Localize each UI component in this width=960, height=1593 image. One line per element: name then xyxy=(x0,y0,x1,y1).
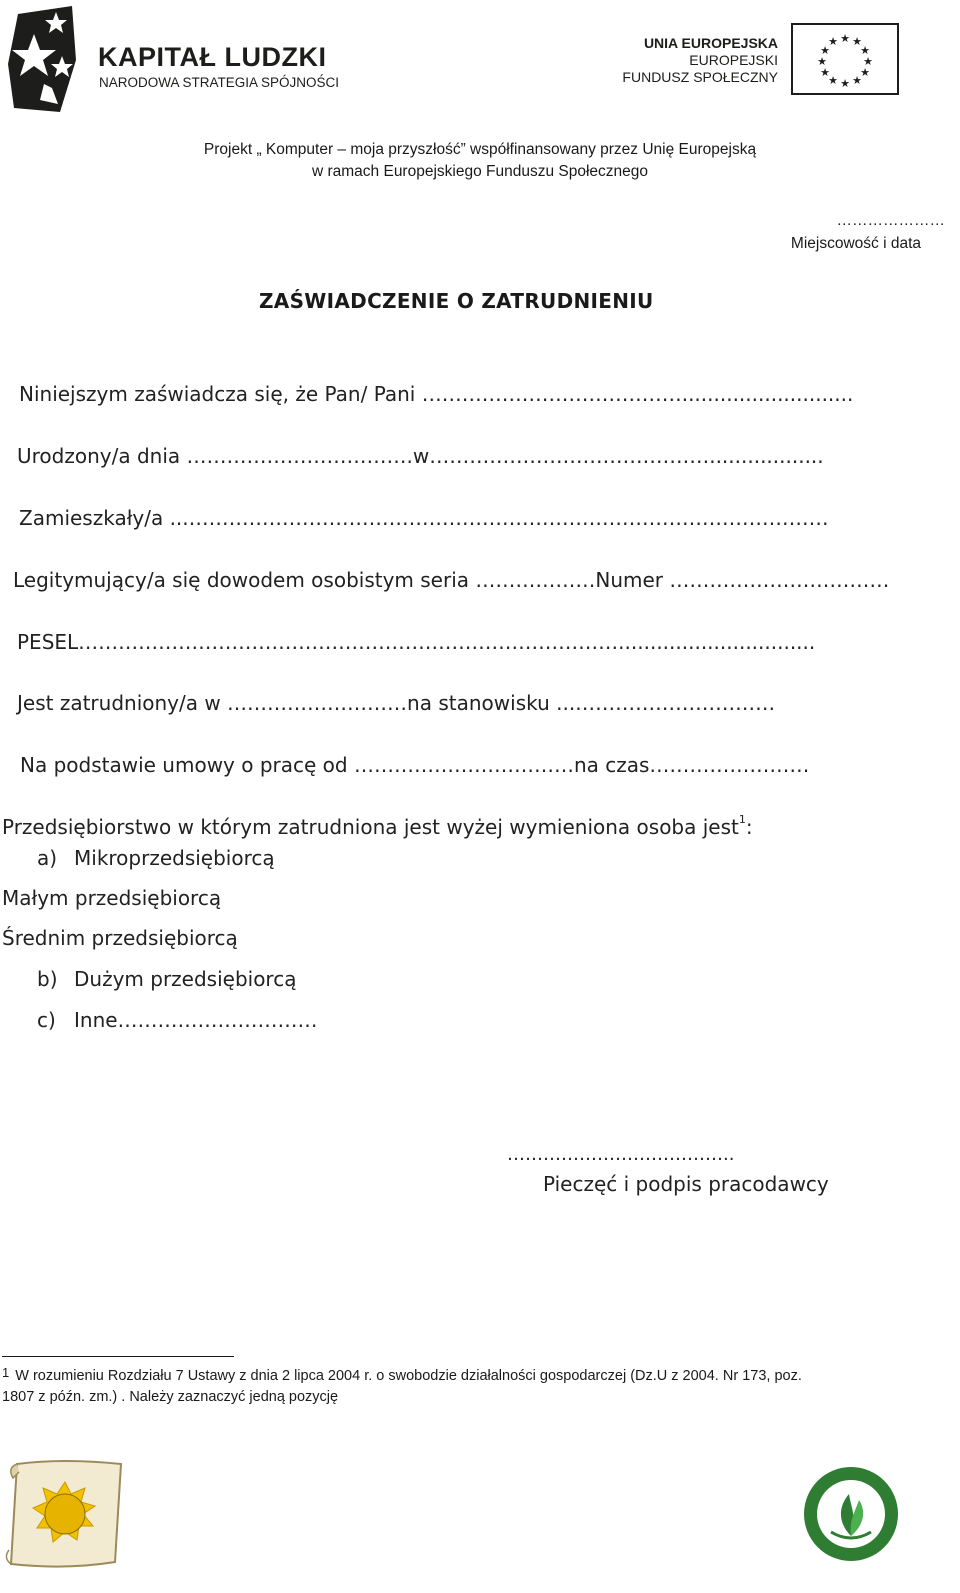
project-description xyxy=(0,139,960,183)
option-c-text: Inne………………………… xyxy=(74,1008,318,1032)
eu-stars-icon xyxy=(793,25,897,93)
kapital-ludzki-star-icon xyxy=(4,4,94,114)
logo-left-title: KAPITAŁ LUDZKI xyxy=(98,42,327,72)
field-birth: Urodzony/a dnia …………………………….w…………………………………….................. xyxy=(17,444,824,468)
svg-text:★: ★ xyxy=(817,55,827,68)
svg-text:★: ★ xyxy=(860,66,870,79)
eu-logo-line1: UNIA EUROPEJSKA xyxy=(643,35,778,51)
footnote-line-1 xyxy=(2,1366,802,1387)
svg-text:★: ★ xyxy=(828,35,838,48)
field-address: Zamieszkały/a ...…………………………………………………………………………………… xyxy=(19,506,829,530)
option-c-marker: c) xyxy=(37,1008,56,1032)
svg-text:★: ★ xyxy=(852,74,862,87)
svg-text:★: ★ xyxy=(840,32,850,45)
svg-text:★: ★ xyxy=(860,44,870,57)
enterprise-intro-text: Przedsiębiorstwo w którym zatrudniona jest wyżej wymieniona osoba jest xyxy=(2,815,739,839)
eu-logo-line3: FUNDUSZ SPOŁECZNY xyxy=(622,69,778,85)
eu-flag xyxy=(791,23,899,95)
svg-text:★: ★ xyxy=(863,55,873,68)
svg-text:★: ★ xyxy=(820,66,830,79)
eu-logo-line2: EUROPEJSKI xyxy=(689,52,778,68)
option-medium: Średnim przedsiębiorcą xyxy=(2,926,238,950)
project-line-1: Projekt „ Komputer – moja przyszłość” współfinansowany przez Unię Europejską xyxy=(203,141,757,158)
signature-dots: ……………………………….. xyxy=(507,1144,735,1165)
footnote-text-2: 1807 z późn. zm.) . Należy zaznaczyć jedną pozycję xyxy=(2,1389,339,1405)
field-contract: Na podstawie umowy o pracę od ……………………………na czas…………………… xyxy=(20,753,810,777)
document-title: ZAŚWIADCZENIE O ZATRUDNIENIU xyxy=(259,289,654,313)
signature-label: Pieczęć i podpis pracodawcy xyxy=(543,1172,829,1196)
footnote-text-1: W rozumieniu Rozdziału 7 Ustawy z dnia 2 lipca 2004 r. o swobodzie działalności gospodarczej (Dz.U z 2004. Nr 173, poz. xyxy=(15,1368,802,1384)
scroll-seal-logo xyxy=(3,1458,123,1570)
option-a-marker: a) xyxy=(37,846,58,870)
enterprise-intro xyxy=(2,815,753,839)
enterprise-intro-colon: : xyxy=(745,815,753,839)
place-date-label: Miejscowość i data xyxy=(790,235,921,252)
footnote-ref: 1 xyxy=(738,813,746,826)
svg-text:★: ★ xyxy=(828,74,838,87)
option-a xyxy=(37,846,275,870)
svg-text:★: ★ xyxy=(840,77,850,90)
eu-logo-text xyxy=(600,35,778,86)
footnote-number: 1 xyxy=(2,1365,10,1380)
svg-text:★: ★ xyxy=(852,35,862,48)
foundation-seal-icon xyxy=(801,1464,901,1564)
field-pesel: PESEL………………………………………………………………………............................... xyxy=(17,630,816,654)
option-c xyxy=(37,1008,318,1032)
foundation-seal-logo xyxy=(801,1464,901,1564)
kapital-ludzki-logo xyxy=(4,4,340,114)
svg-text:★: ★ xyxy=(820,44,830,57)
field-name: Niniejszym zaświadcza się, że Pan/ Pani …………………………………........................... xyxy=(19,382,854,406)
option-b-marker: b) xyxy=(37,967,58,991)
footnote xyxy=(2,1366,802,1408)
scroll-seal-icon xyxy=(3,1458,123,1570)
field-id-card: Legitymujący/a się dowodem osobistym seria ………………Numer …………………………… xyxy=(13,568,890,592)
option-b-text: Dużym przedsiębiorcą xyxy=(74,967,297,991)
option-small: Małym przedsiębiorcą xyxy=(2,886,222,910)
logo-left-subtitle: NARODOWA STRATEGIA SPÓJNOŚCI xyxy=(99,75,340,90)
field-employment: Jest zatrudniony/a w ………………………na stanowisku ...………………………… xyxy=(17,691,776,715)
project-line-2: w ramach Europejskiego Funduszu Społecznego xyxy=(311,163,649,180)
place-date-dots: ………………… xyxy=(836,212,945,229)
option-b xyxy=(37,967,296,991)
option-a-text: Mikroprzedsiębiorcą xyxy=(74,846,275,870)
footnote-separator xyxy=(2,1356,234,1357)
